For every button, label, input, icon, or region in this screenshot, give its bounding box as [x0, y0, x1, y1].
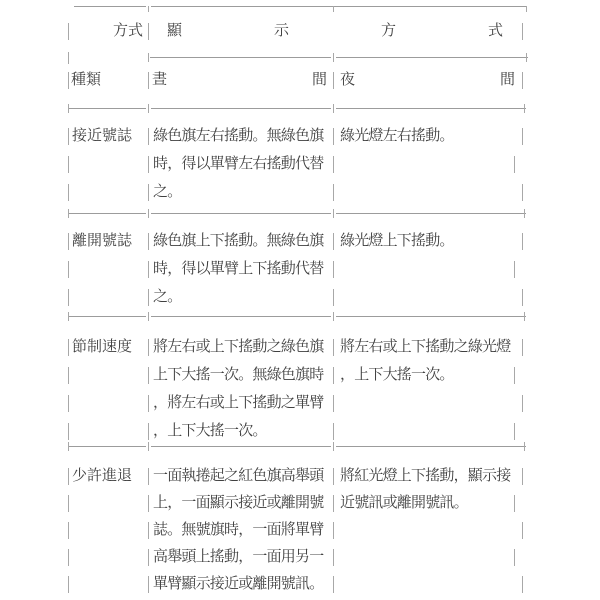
grid-tick: [148, 104, 149, 113]
vertical-grid-bar: [522, 289, 523, 306]
day-cell-line: 時，得以單臂左右搖動代替: [153, 155, 324, 172]
day-cell-line: 一面執捲起之紅色旗高舉頭: [153, 467, 324, 484]
day-cell-line: 誌。無號旗時，一面將單臂: [153, 521, 324, 538]
vertical-grid-bar: [522, 576, 523, 593]
vertical-grid-bar: [333, 156, 334, 173]
vertical-grid-bar: [68, 72, 69, 89]
horizontal-grid-line: [68, 446, 146, 447]
night-cell-line: 綠光燈左右搖動。: [340, 127, 454, 144]
grid-tick: [148, 6, 149, 12]
vertical-grid-bar: [148, 395, 149, 412]
day-cell-line: 單臂顯示接近或離開號訊。: [153, 575, 324, 592]
vertical-grid-bar: [333, 468, 334, 485]
horizontal-grid-line: [336, 57, 528, 58]
grid-tick: [524, 312, 525, 321]
row-label: 節制速度: [72, 338, 133, 355]
vertical-grid-bar: [68, 549, 69, 566]
horizontal-grid-line: [151, 316, 331, 317]
vertical-grid-bar: [522, 233, 523, 250]
vertical-grid-bar: [514, 423, 515, 440]
table-row-line: [60, 178, 540, 206]
vertical-grid-bar: [333, 233, 334, 250]
night-cell-line: 綠光燈上下搖動。: [340, 232, 454, 249]
vertical-grid-bar: [148, 261, 149, 278]
grid-tick: [524, 104, 525, 113]
vertical-grid-bar: [333, 72, 334, 89]
horizontal-grid-line: [68, 316, 146, 317]
vertical-grid-bar: [514, 156, 515, 173]
vertical-grid-bar: [68, 576, 69, 593]
night-cell-line: 近號訊或離開號訊。: [340, 494, 468, 511]
vertical-grid-bar: [514, 261, 515, 278]
vertical-grid-bar: [68, 23, 69, 40]
table-row-line: [60, 122, 540, 150]
vertical-grid-bar: [522, 184, 523, 201]
vertical-grid-bar: [148, 184, 149, 201]
vertical-grid-bar: [148, 233, 149, 250]
night-cell-line: 將左右或上下搖動之綠光燈: [340, 338, 511, 355]
day-cell-line: 上，一面顯示接近或離開號: [153, 494, 324, 511]
grid-tick: [524, 209, 525, 218]
horizontal-grid-line: [150, 57, 331, 58]
grid-tick: [68, 52, 69, 64]
horizontal-grid-line: [151, 6, 527, 7]
day-cell-line: 之。: [153, 288, 182, 305]
vertical-grid-bar: [68, 261, 69, 278]
grid-tick: [333, 6, 334, 12]
vertical-grid-bar: [148, 289, 149, 306]
horizontal-grid-line: [151, 446, 331, 447]
grid-tick: [333, 104, 334, 113]
grid-tick: [526, 53, 527, 62]
vertical-grid-bar: [333, 576, 334, 593]
vertical-grid-bar: [522, 72, 523, 89]
grid-tick: [333, 209, 334, 218]
vertical-grid-bar: [333, 395, 334, 412]
table-row-line: [60, 389, 540, 417]
vertical-grid-bar: [333, 522, 334, 539]
grid-tick: [68, 312, 69, 321]
table-header-row-type: [60, 66, 540, 94]
vertical-grid-bar: [148, 495, 149, 512]
grid-tick: [333, 442, 334, 451]
vertical-grid-bar: [148, 72, 149, 89]
vertical-grid-bar: [148, 423, 149, 440]
vertical-grid-bar: [333, 289, 334, 306]
horizontal-grid-line: [74, 6, 146, 7]
header-type-label: 種類: [71, 71, 102, 88]
vertical-grid-bar: [522, 522, 523, 539]
vertical-grid-bar: [148, 128, 149, 145]
vertical-grid-bar: [333, 261, 334, 278]
vertical-grid-bar: [148, 156, 149, 173]
vertical-grid-bar: [148, 549, 149, 566]
table-row-line: [60, 417, 540, 445]
table-row-line: [60, 543, 540, 571]
signal-display-table: [60, 0, 540, 600]
table-row-line: [60, 150, 540, 178]
row-label: 接近號誌: [72, 127, 133, 144]
grid-tick: [148, 209, 149, 218]
horizontal-grid-line: [336, 316, 526, 317]
grid-tick: [524, 442, 525, 451]
vertical-grid-bar: [522, 395, 523, 412]
horizontal-grid-line: [336, 446, 526, 447]
grid-tick: [68, 104, 69, 113]
header-day-label: 晝間: [152, 71, 327, 88]
vertical-grid-bar: [68, 289, 69, 306]
vertical-grid-bar: [148, 23, 149, 40]
table-row-line: [60, 570, 540, 598]
vertical-grid-bar: [68, 367, 69, 384]
night-cell-line: 將紅光燈上下搖動，顯示接: [340, 467, 511, 484]
grid-tick: [68, 442, 69, 451]
day-cell-line: 上下大搖一次。無綠色旗時: [153, 366, 324, 383]
day-cell-line: ，上下大搖一次。: [153, 422, 267, 439]
vertical-grid-bar: [522, 23, 523, 40]
header-method-label: 方式: [112, 22, 143, 39]
vertical-grid-bar: [148, 367, 149, 384]
vertical-grid-bar: [333, 184, 334, 201]
vertical-grid-bar: [514, 367, 515, 384]
vertical-grid-bar: [333, 495, 334, 512]
grid-tick: [148, 312, 149, 321]
table-row-line: [60, 255, 540, 283]
table-row-line: [60, 333, 540, 361]
horizontal-grid-line: [68, 108, 146, 109]
vertical-grid-bar: [514, 495, 515, 512]
vertical-grid-bar: [333, 423, 334, 440]
table-row-line: [60, 462, 540, 490]
vertical-grid-bar: [68, 395, 69, 412]
vertical-grid-bar: [68, 522, 69, 539]
vertical-grid-bar: [522, 128, 523, 145]
vertical-grid-bar: [68, 339, 69, 356]
day-cell-line: 綠色旗上下搖動。無綠色旗: [153, 232, 324, 249]
day-cell-line: ，將左右或上下搖動之單臂: [153, 394, 324, 411]
day-cell-line: 綠色旗左右搖動。無綠色旗: [153, 127, 324, 144]
vertical-grid-bar: [148, 522, 149, 539]
table-row-line: [60, 489, 540, 517]
horizontal-grid-line: [151, 108, 331, 109]
vertical-grid-bar: [333, 367, 334, 384]
table-row-line: [60, 227, 540, 255]
day-cell-line: 時，得以單臂上下搖動代替: [153, 260, 324, 277]
vertical-grid-bar: [68, 128, 69, 145]
vertical-grid-bar: [68, 233, 69, 250]
vertical-grid-bar: [514, 549, 515, 566]
header-night-label: 夜間: [340, 71, 515, 88]
row-label: 離開號誌: [72, 232, 133, 249]
vertical-grid-bar: [148, 468, 149, 485]
day-cell-line: 高舉頭上搖動，一面用另一: [153, 548, 324, 565]
table-header-row-method: [60, 17, 540, 45]
table-row-line: [60, 516, 540, 544]
grid-tick: [148, 53, 149, 62]
table-row-line: [60, 361, 540, 389]
vertical-grid-bar: [333, 339, 334, 356]
grid-tick: [68, 209, 69, 218]
vertical-grid-bar: [522, 468, 523, 485]
horizontal-grid-line: [336, 108, 526, 109]
vertical-grid-bar: [333, 549, 334, 566]
horizontal-grid-line: [336, 213, 526, 214]
horizontal-grid-line: [151, 213, 331, 214]
grid-tick: [333, 312, 334, 321]
vertical-grid-bar: [68, 495, 69, 512]
grid-tick: [526, 6, 527, 12]
vertical-grid-bar: [68, 468, 69, 485]
row-label: 少許進退: [72, 467, 133, 484]
vertical-grid-bar: [68, 184, 69, 201]
night-cell-line: ，上下大搖一次。: [340, 366, 454, 383]
vertical-grid-bar: [68, 156, 69, 173]
table-row-line: [60, 283, 540, 311]
vertical-grid-bar: [522, 339, 523, 356]
day-cell-line: 之。: [153, 183, 182, 200]
grid-tick: [148, 442, 149, 451]
day-cell-line: 將左右或上下搖動之綠色旗: [153, 338, 324, 355]
grid-tick: [333, 53, 334, 62]
header-display-title: 顯示方式: [167, 22, 503, 39]
vertical-grid-bar: [333, 128, 334, 145]
vertical-grid-bar: [148, 576, 149, 593]
vertical-grid-bar: [68, 423, 69, 440]
horizontal-grid-line: [68, 213, 146, 214]
vertical-grid-bar: [148, 339, 149, 356]
